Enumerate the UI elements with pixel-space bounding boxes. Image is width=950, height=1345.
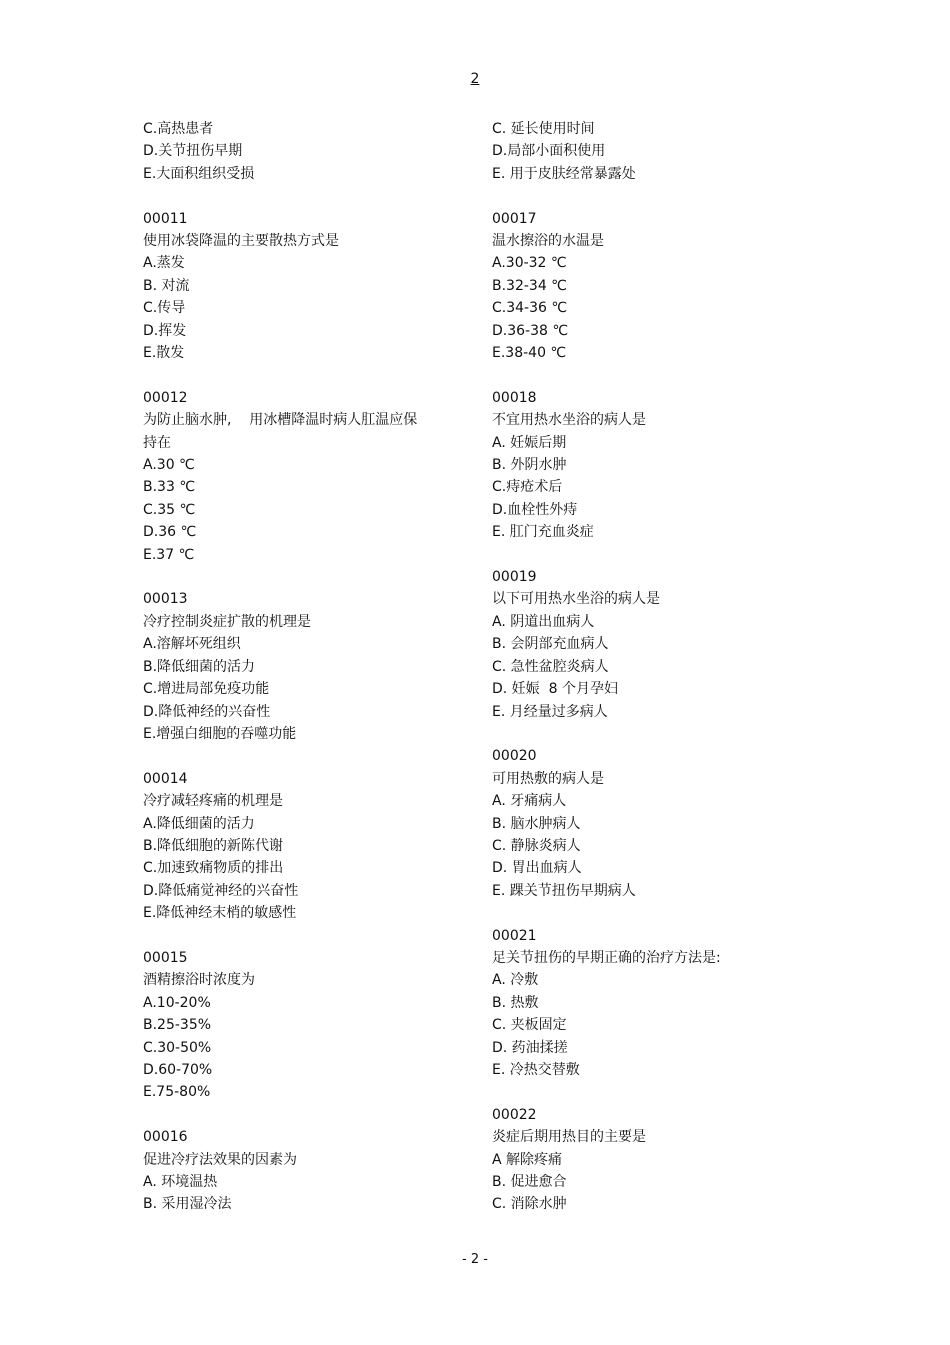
answer-option: D. 药油揉搓 (492, 1039, 568, 1056)
answer-option: B.32-34 ℃ (492, 277, 567, 294)
answer-option: A. 阴道出血病人 (492, 613, 595, 630)
answer-option: B. 对流 (143, 277, 190, 294)
page-number-top (0, 70, 950, 88)
answer-option: C. 消除水肿 (492, 1196, 567, 1213)
question-spacer (492, 185, 812, 207)
question-text: 使用冰袋降温的主要散热方式是 (143, 233, 339, 250)
question-spacer (143, 925, 463, 947)
question-number: 00022 (492, 1106, 537, 1123)
question-text: 冷疗减轻疼痛的机理是 (143, 793, 283, 810)
question-spacer (492, 364, 812, 386)
question-spacer (492, 1081, 812, 1103)
answer-option: A.溶解坏死组织 (143, 636, 241, 653)
answer-option: B.降低细菌的活力 (143, 658, 256, 675)
answer-option: D.血栓性外痔 (492, 501, 578, 518)
page-number-top-text: 2 (470, 71, 480, 87)
answer-option: A. 环境温热 (143, 1174, 218, 1190)
answer-option: A. 冷敷 (492, 972, 539, 989)
answer-option: A.10-20% (143, 994, 211, 1011)
question-text: 酒精擦浴时浓度为 (143, 972, 255, 989)
answer-option: B. 会阴部充血病人 (492, 636, 609, 653)
question-text: 温水擦浴的水温是 (492, 233, 604, 250)
answer-option: E.散发 (143, 345, 185, 362)
answer-option: E. 冷热交替敷 (492, 1061, 580, 1078)
answer-option: B.33 ℃ (143, 479, 196, 496)
question-00017 (492, 208, 812, 365)
answer-option: E. 踝关节扭伤早期病人 (492, 882, 636, 899)
answer-option: E.37 ℃ (143, 546, 195, 563)
question-spacer (143, 185, 463, 207)
answer-option: C.增进局部免疫功能 (143, 681, 270, 698)
question-text: 可用热敷的病人是 (492, 770, 604, 787)
answer-option: B. 促进愈合 (492, 1174, 567, 1190)
question-number: 00019 (492, 569, 537, 586)
question-continuation (492, 118, 812, 185)
question-text: 不宜用热水坐浴的病人是 (492, 412, 646, 429)
answer-option: A. 牙痛病人 (492, 793, 567, 810)
question-00014 (143, 768, 463, 925)
question-spacer (143, 1104, 463, 1126)
answer-option: A.降低细菌的活力 (143, 815, 255, 832)
answer-option: C. 夹板固定 (492, 1017, 567, 1034)
question-number: 00014 (143, 770, 188, 787)
question-text: 冷疗控制炎症扩散的机理是 (143, 613, 311, 630)
question-00019 (492, 566, 812, 723)
answer-option: D.关节扭伤早期 (143, 143, 243, 160)
question-text: 以下可用热水坐浴的病人是 (492, 591, 660, 608)
answer-option: E. 月经量过多病人 (492, 703, 608, 720)
answer-option: D.局部小面积使用 (492, 143, 606, 160)
answer-option: C.高热患者 (143, 121, 214, 137)
left-column (143, 118, 463, 1216)
question-number: 00013 (143, 591, 188, 608)
answer-option: B. 采用湿冷法 (143, 1196, 232, 1213)
question-number: 00020 (492, 748, 537, 765)
question-number: 00011 (143, 210, 188, 227)
answer-option: C. 急性盆腔炎病人 (492, 658, 609, 675)
question-text: 持在 (143, 434, 171, 451)
question-spacer (143, 745, 463, 767)
answer-option: D.36 ℃ (143, 524, 197, 541)
question-number: 00012 (143, 389, 188, 406)
right-column (492, 118, 812, 1216)
answer-option: A 解除疼痛 (492, 1151, 563, 1168)
answer-option: C.35 ℃ (143, 501, 196, 518)
question-00013 (143, 588, 463, 745)
question-spacer (492, 723, 812, 745)
question-continuation (143, 118, 463, 185)
answer-option: E. 肛门充血炎症 (492, 524, 594, 541)
answer-option: C.传导 (143, 300, 186, 317)
question-number: 00015 (143, 949, 188, 966)
question-spacer (143, 364, 463, 386)
answer-option: C.痔疮术后 (492, 479, 563, 496)
answer-option: E.大面积组织受损 (143, 165, 255, 182)
answer-option: D. 胃出血病人 (492, 860, 582, 877)
answer-option: C.30-50% (143, 1039, 212, 1056)
answer-option: D.挥发 (143, 322, 187, 339)
answer-option: A.30-32 ℃ (492, 255, 567, 272)
question-00011 (143, 208, 463, 365)
answer-option: A.蒸发 (143, 255, 185, 272)
question-text: 炎症后期用热目的主要是 (492, 1129, 646, 1146)
question-spacer (143, 566, 463, 588)
answer-option: A. 妊娠后期 (492, 434, 567, 451)
question-text: 促进冷疗法效果的因素为 (143, 1151, 297, 1168)
answer-option: D.36-38 ℃ (492, 322, 569, 339)
answer-option: B.25-35% (143, 1017, 212, 1034)
question-number: 00016 (143, 1129, 188, 1146)
question-text: 为防止脑水肿, 用冰槽降温时病人肛温应保 (143, 412, 418, 429)
answer-option: C.加速致痛物质的排出 (143, 860, 284, 877)
answer-option: D. 妊娠 8 个月孕妇 (492, 681, 618, 698)
answer-option: D.60-70% (143, 1061, 213, 1078)
answer-option: D.降低神经的兴奋性 (143, 703, 271, 720)
question-00022 (492, 1104, 812, 1216)
answer-option: D.降低痛觉神经的兴奋性 (143, 882, 299, 899)
answer-option: E.降低神经末梢的敏感性 (143, 905, 297, 922)
answer-option: B. 脑水肿病人 (492, 815, 581, 832)
answer-option: C. 延长使用时间 (492, 121, 595, 137)
answer-option: A.30 ℃ (143, 457, 195, 474)
question-number: 00021 (492, 927, 537, 944)
answer-option: E.38-40 ℃ (492, 345, 567, 362)
answer-option: E.75-80% (143, 1084, 211, 1101)
answer-option: C.34-36 ℃ (492, 300, 568, 317)
question-number: 00017 (492, 210, 537, 227)
question-text: 足关节扭伤的早期正确的治疗方法是: (492, 949, 721, 966)
answer-option: E. 用于皮肤经常暴露处 (492, 165, 636, 182)
answer-option: B. 外阴水肿 (492, 457, 567, 474)
question-00021 (492, 925, 812, 1082)
question-spacer (492, 544, 812, 566)
question-00018 (492, 387, 812, 544)
answer-option: C. 静脉炎病人 (492, 837, 581, 854)
answer-option: B. 热敷 (492, 994, 539, 1011)
answer-option: B.降低细胞的新陈代谢 (143, 837, 284, 854)
answer-option: E.增强白细胞的吞噬功能 (143, 725, 297, 742)
page-number-bottom: - 2 - (462, 1252, 488, 1267)
question-number: 00018 (492, 389, 537, 406)
question-00015 (143, 947, 463, 1104)
question-spacer (492, 902, 812, 924)
question-00012 (143, 387, 463, 566)
question-00016 (143, 1126, 463, 1216)
question-00020 (492, 745, 812, 902)
